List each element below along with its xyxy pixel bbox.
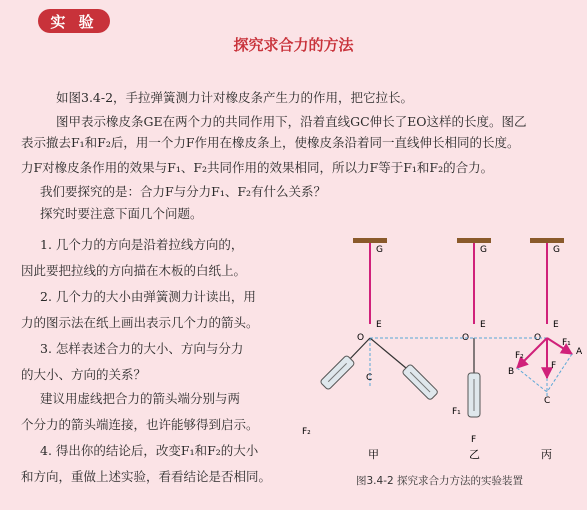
- question-3-line-a: 3. 怎样表述合力的大小、方向与分力: [40, 341, 244, 356]
- label-f1-bing: F₁: [562, 338, 571, 348]
- label-e-yi: E: [480, 320, 486, 330]
- question-1-line-a: 1. 几个力的方向是沿着拉线方向的，: [40, 237, 244, 252]
- question-2-line-b: 力的图示法在纸上画出表示几个力的箭头。: [21, 315, 259, 330]
- intro-paragraph-2b: 表示撤去F₁和F₂后，用一个力F作用在橡皮条上，使橡皮条沿着同一直线伸长相同的长度。: [21, 135, 520, 150]
- label-f-bing: F: [551, 361, 557, 371]
- panel-label-bing: 丙: [541, 448, 552, 461]
- label-o-jia: O: [357, 333, 365, 343]
- question-2-line-a: 2. 几个力的大小由弹簧测力计读出，用: [40, 289, 256, 304]
- label-o-bing: O: [534, 333, 542, 343]
- question-1-line-b: 因此要把拉线的方向描在木板的白纸上。: [21, 263, 247, 278]
- question-4-line-b: 和方向，重做上述实验，看看结论是否相同。: [21, 469, 272, 484]
- label-e-jia: E: [376, 320, 382, 330]
- label-f2-bing: F₂: [515, 351, 524, 361]
- intro-paragraph-2a: 图甲表示橡皮条GE在两个力的共同作用下，沿着直线GC伸长了EO这样的长度。图乙: [56, 114, 527, 129]
- intro-paragraph-5: 探究时要注意下面几个问题。: [40, 206, 203, 221]
- experiment-badge: 实 验: [38, 9, 110, 33]
- anchor-jia: [353, 238, 387, 243]
- dashed-a-to-c: [547, 354, 572, 392]
- dashed-b-to-c: [517, 368, 547, 392]
- label-b-bing: B: [508, 367, 515, 377]
- label-g-bing: G: [553, 245, 560, 255]
- string-right-jia: [370, 338, 406, 368]
- panel-label-jia: 甲: [368, 448, 379, 461]
- suggestion-line-a: 建议用虚线把合力的箭头端分别与两: [40, 391, 241, 406]
- spring-scale-yi: [468, 373, 480, 417]
- label-g-yi: G: [480, 245, 487, 255]
- label-a-bing: A: [576, 347, 583, 357]
- suggestion-line-b: 个分力的箭头端连接，也许能够得到启示。: [21, 417, 259, 432]
- question-3-line-b: 的大小、方向的关系？: [21, 367, 147, 382]
- label-f2-jia: F₂: [302, 427, 311, 437]
- label-f1-jia: F₁: [452, 407, 461, 417]
- intro-paragraph-4: 我们要探究的是：合力F与分力F₁、F₂有什么关系？: [40, 184, 327, 199]
- anchor-bing: [530, 238, 564, 243]
- panel-label-yi: 乙: [469, 448, 480, 461]
- spring-scale-left-jia: [320, 355, 355, 390]
- panel-bing: [474, 238, 583, 461]
- figure-caption: 图3.4-2 探究求合力方法的实验装置: [356, 475, 524, 487]
- question-4-line-a: 4. 得出你的结论后，改变F₁和F₂的大小: [40, 443, 259, 458]
- label-c-jia: C: [366, 373, 373, 383]
- label-c-bing: C: [544, 396, 551, 406]
- page-title: 探究求合力的方法: [233, 36, 354, 54]
- label-e-bing: E: [553, 320, 559, 330]
- anchor-yi: [457, 238, 491, 243]
- label-f-yi: F: [471, 435, 477, 445]
- intro-paragraph-3: 力F对橡皮条作用的效果与F₁、F₂共同作用的效果相同，所以力F等于F₁和F₂的合力。: [21, 160, 494, 175]
- panel-yi: [370, 238, 491, 461]
- experiment-figure: [296, 228, 587, 510]
- spring-scale-right-jia: [402, 364, 439, 401]
- label-g-jia: G: [376, 245, 383, 255]
- label-o-yi: O: [462, 333, 470, 343]
- panel-jia: [302, 238, 461, 461]
- intro-paragraph-1: 如图3.4-2，手拉弹簧测力计对橡皮条产生力的作用，把它拉长。: [56, 90, 414, 105]
